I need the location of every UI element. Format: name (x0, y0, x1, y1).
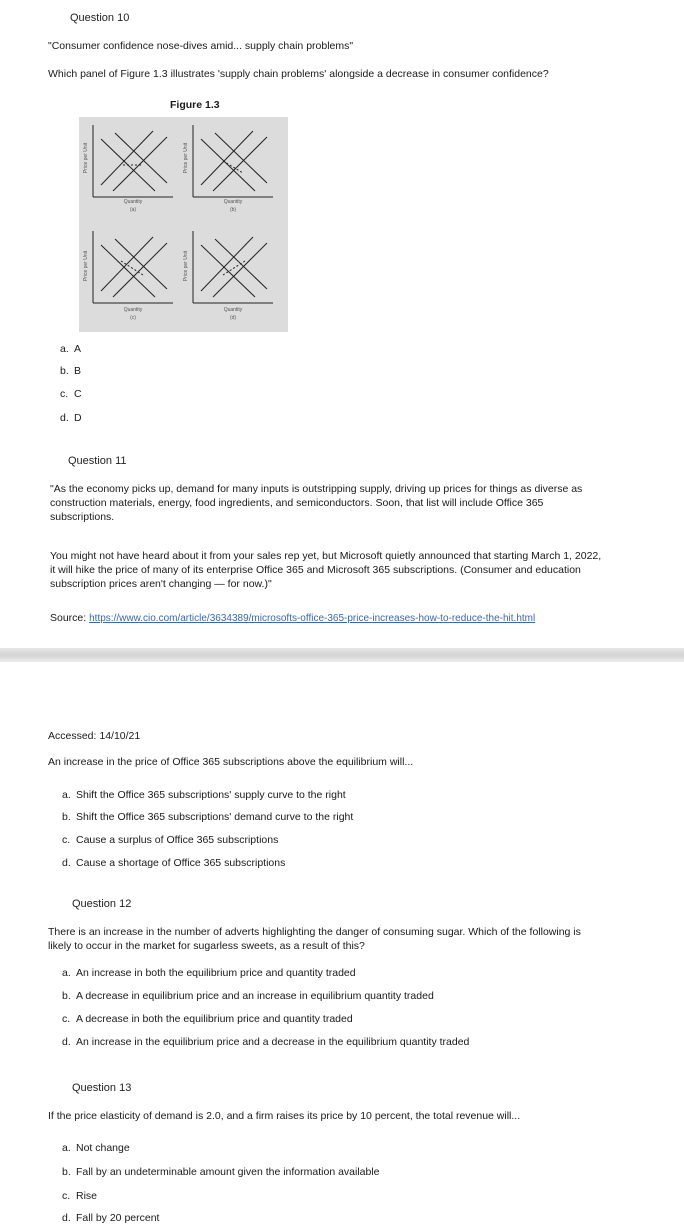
panel-b (193, 125, 273, 197)
q11-para2-line1: You might not have heard about it from your sales rep yet, but Microsoft quietly announced that starting March 1, 2022, (50, 550, 602, 562)
question-11-text: An increase in the price of Office 365 subscriptions above the equilibrium will... (48, 756, 414, 768)
panel-d-tag: (d) (229, 315, 237, 321)
source-link[interactable]: https://www.cio.com/article/3634389/microsofts-office-365-price-increases-how-to-reduce-the-hit.html (89, 613, 536, 624)
question-11-title: Question 11 (68, 455, 127, 467)
question-10-title: Question 10 (70, 12, 130, 24)
q11-option-b[interactable]: b. Shift the Office 365 subscriptions' demand curve to the right (62, 811, 354, 823)
figure-1-3 (79, 117, 288, 332)
q10-option-b[interactable]: b. B (60, 365, 82, 377)
q12-option-a[interactable]: a. An increase in both the equilibrium price and quantity traded (62, 967, 356, 979)
panel-a (93, 125, 173, 197)
q11-para1-line2: construction materials, energy, food ingredients, and semiconductors. Soon, that list will include Office 365 (50, 497, 544, 509)
panel-a-xlabel: Quantity (123, 199, 143, 205)
q11-para1-line1: "As the economy picks up, demand for many inputs is outstripping supply, driving up prices for things as diverse as (50, 483, 583, 495)
q11-accessed: Accessed: 14/10/21 (48, 730, 141, 742)
panel-b-ylabel: Price per Unit (183, 142, 189, 174)
panel-d-ylabel: Price per Unit (183, 250, 189, 282)
page-divider (0, 648, 684, 662)
q11-option-a[interactable]: a. Shift the Office 365 subscriptions' supply curve to the right (62, 789, 346, 801)
panel-b-tag: (b) (229, 207, 237, 213)
q12-option-c[interactable]: c. A decrease in both the equilibrium price and quantity traded (62, 1013, 353, 1025)
q11-para2-line3: subscription prices aren't changing — for now.)" (50, 578, 272, 590)
q11-para2-line2: it will hike the price of many of its enterprise Office 365 and Microsoft 365 subscriptions. (Consumer and education (50, 564, 581, 576)
q11-option-c[interactable]: c. Cause a surplus of Office 365 subscriptions (62, 834, 279, 846)
q12-option-d[interactable]: d. An increase in the equilibrium price and a decrease in the equilibrium quantity traded (62, 1036, 470, 1048)
panel-c-tag: (c) (130, 315, 136, 321)
q12-text-line2: likely to occur in the market for sugarless sweets, as a result of this? (48, 940, 365, 952)
panel-b-xlabel: Quantity (223, 199, 243, 205)
panel-d-xlabel: Quantity (223, 307, 243, 313)
question-12-title: Question 12 (72, 898, 132, 910)
q10-option-c[interactable]: c. C (60, 388, 82, 400)
q11-option-d[interactable]: d. Cause a shortage of Office 365 subscriptions (62, 857, 286, 869)
q13-option-d[interactable]: d. Fall by 20 percent (62, 1212, 160, 1224)
q12-option-b[interactable]: b. A decrease in equilibrium price and an increase in equilibrium quantity traded (62, 990, 434, 1002)
q10-option-a[interactable]: a. A (60, 343, 82, 355)
question-10-quote: "Consumer confidence nose-dives amid... supply chain problems" (48, 40, 354, 52)
question-10-text: Which panel of Figure 1.3 illustrates 'supply chain problems' alongside a decrease in consumer confidence? (48, 68, 549, 80)
q12-text-line1: There is an increase in the number of adverts highlighting the danger of consuming sugar. Which of the following is (48, 926, 581, 938)
panel-c-xlabel: Quantity (123, 307, 143, 313)
panel-c (93, 231, 173, 303)
source-label: Source: (50, 612, 87, 624)
panel-c-ylabel: Price per Unit (83, 250, 89, 282)
question-13-text: If the price elasticity of demand is 2.0, and a firm raises its price by 10 percent, the total revenue will... (48, 1110, 521, 1122)
q10-option-d[interactable]: d. D (60, 412, 82, 424)
q13-option-c[interactable]: c. Rise (62, 1190, 98, 1202)
panel-a-tag: (a) (129, 207, 137, 213)
figure-title: Figure 1.3 (170, 99, 220, 111)
question-13-title: Question 13 (72, 1082, 132, 1094)
q13-option-a[interactable]: a. Not change (62, 1142, 130, 1154)
q11-para1-line3: subscriptions. (50, 511, 115, 523)
q11-source (50, 612, 535, 625)
panel-a-ylabel: Price per Unit (83, 142, 89, 174)
panel-d (193, 231, 273, 303)
q13-option-b[interactable]: b. Fall by an undeterminable amount given the information available (62, 1166, 380, 1178)
